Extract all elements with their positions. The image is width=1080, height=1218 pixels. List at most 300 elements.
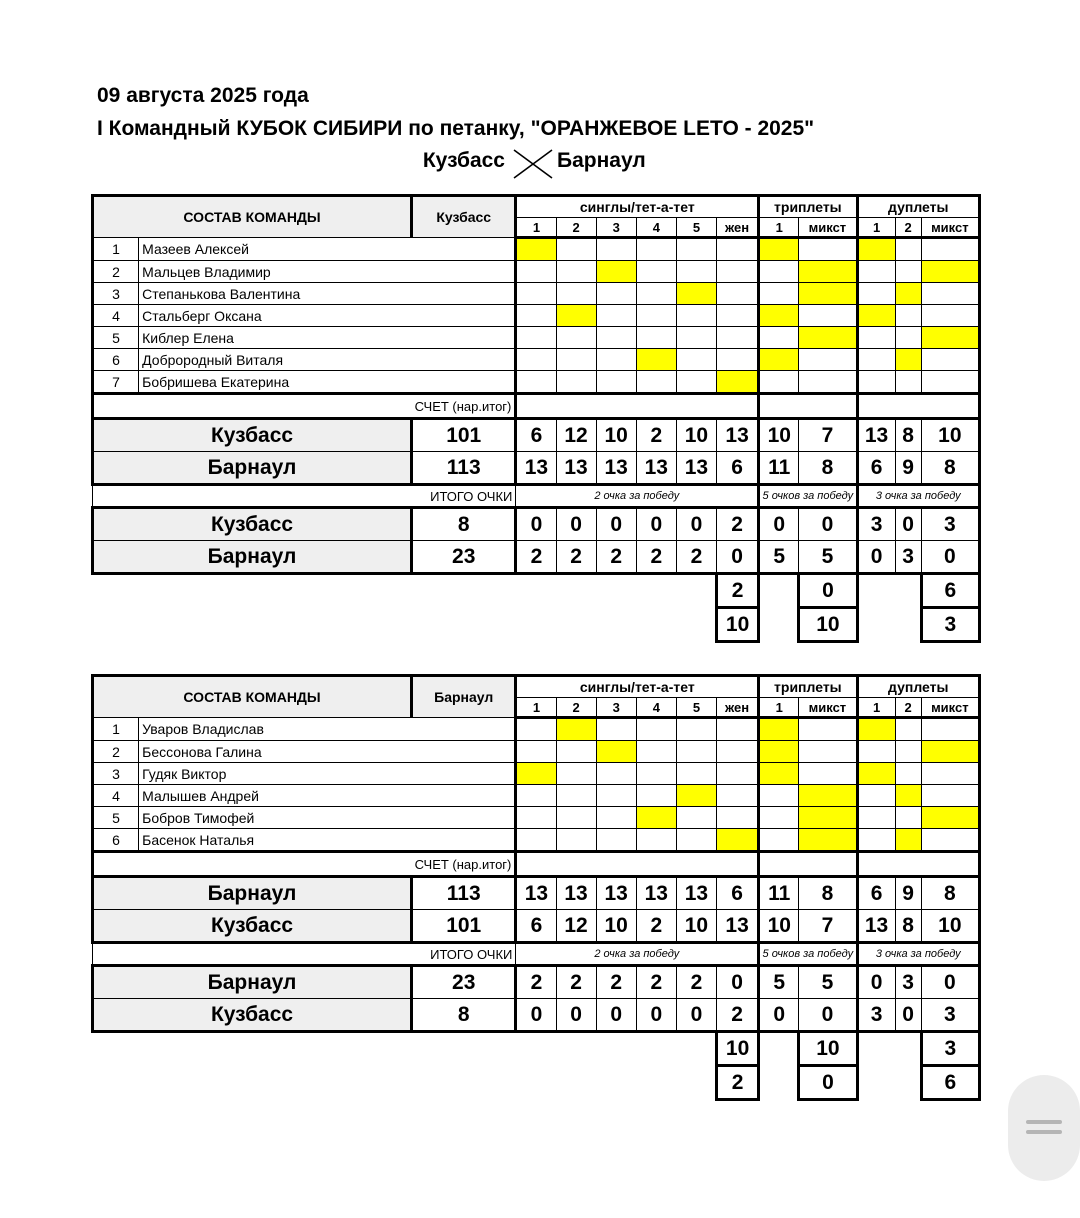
game-column-header: микст	[921, 218, 979, 238]
score-value: 6	[717, 877, 759, 910]
assignment-cell	[799, 718, 857, 741]
assignment-cell	[516, 371, 556, 394]
team-b-name: Барнаул	[557, 149, 646, 172]
game-column-header: 2	[556, 218, 596, 238]
points-value: 0	[921, 966, 979, 999]
assignment-cell	[717, 327, 759, 349]
score-row	[93, 452, 980, 485]
assignment-cell	[921, 261, 979, 283]
assignment-cell	[676, 261, 716, 283]
roster-header: СОСТАВ КОМАНДЫ	[93, 196, 412, 238]
assignment-cell	[921, 829, 979, 852]
game-column-header: 1	[516, 698, 556, 718]
assignment-cell	[717, 807, 759, 829]
doubles-header: дуплеты	[857, 196, 980, 218]
assignment-cell	[636, 371, 676, 394]
assignment-cell	[759, 283, 799, 305]
assignment-cell	[596, 238, 636, 261]
scroll-handle[interactable]	[1008, 1075, 1080, 1181]
score-blank	[857, 852, 980, 877]
score-value: 13	[516, 877, 556, 910]
player-number: 2	[93, 741, 139, 763]
score-team: Кузбасс	[93, 910, 412, 943]
total-points-label: ИТОГО ОЧКИ	[93, 485, 516, 508]
assignment-cell	[717, 371, 759, 394]
assignment-cell	[636, 807, 676, 829]
assignment-cell	[759, 829, 799, 852]
score-value: 2	[636, 419, 676, 452]
assignment-cell	[759, 349, 799, 371]
assignment-cell	[895, 807, 921, 829]
assignment-cell	[556, 741, 596, 763]
doubles-note: 3 очка за победу	[857, 485, 980, 508]
assignment-cell	[799, 238, 857, 261]
points-value: 0	[636, 999, 676, 1032]
score-value: 13	[857, 419, 895, 452]
assignment-cell	[516, 741, 556, 763]
game-column-header: 2	[556, 698, 596, 718]
assignment-cell	[596, 371, 636, 394]
assignment-cell	[516, 261, 556, 283]
assignment-cell	[516, 283, 556, 305]
score-value: 10	[759, 910, 799, 943]
assignment-cell	[895, 371, 921, 394]
player-row	[93, 718, 980, 741]
subtotal-row	[93, 608, 980, 642]
points-value: 0	[516, 999, 556, 1032]
player-row	[93, 349, 980, 371]
assignment-cell	[895, 305, 921, 327]
assignment-cell	[759, 718, 799, 741]
player-row	[93, 371, 980, 394]
assignment-cell	[676, 349, 716, 371]
player-row	[93, 238, 980, 261]
points-value: 0	[799, 999, 857, 1032]
points-value: 2	[636, 966, 676, 999]
score-value: 13	[857, 910, 895, 943]
player-row	[93, 807, 980, 829]
game-column-header: 2	[895, 698, 921, 718]
player-row	[93, 261, 980, 283]
assignment-cell	[636, 327, 676, 349]
game-column-header: 1	[759, 698, 799, 718]
assignment-cell	[676, 763, 716, 785]
game-column-header: 1	[857, 218, 895, 238]
assignment-cell	[636, 741, 676, 763]
player-row	[93, 741, 980, 763]
assignment-cell	[895, 261, 921, 283]
assignment-cell	[857, 807, 895, 829]
game-column-header: микст	[921, 698, 979, 718]
assignment-cell	[857, 305, 895, 327]
points-team: Барнаул	[93, 541, 412, 574]
player-name: Мазеев Алексей	[139, 238, 516, 261]
score-value: 8	[799, 877, 857, 910]
assignment-cell	[857, 718, 895, 741]
points-value: 5	[759, 966, 799, 999]
points-value: 2	[676, 541, 716, 574]
game-column-header: микст	[799, 218, 857, 238]
score-blank	[516, 852, 759, 877]
player-name: Уваров Владислав	[139, 718, 516, 741]
score-value: 13	[596, 877, 636, 910]
assignment-cell	[636, 261, 676, 283]
game-column-header: 3	[596, 218, 636, 238]
assignment-cell	[596, 829, 636, 852]
assignment-cell	[921, 371, 979, 394]
points-value: 0	[799, 508, 857, 541]
protocol-table-2	[91, 674, 981, 1101]
assignment-cell	[759, 371, 799, 394]
triples-subtotal: 0	[799, 574, 857, 608]
assignment-cell	[676, 238, 716, 261]
assignment-cell	[516, 785, 556, 807]
player-number: 3	[93, 763, 139, 785]
subtotal-row	[93, 1032, 980, 1066]
points-total: 8	[412, 999, 516, 1032]
score-value: 6	[516, 910, 556, 943]
score-value: 13	[556, 452, 596, 485]
versus-cross-icon	[512, 148, 554, 180]
assignment-cell	[799, 283, 857, 305]
assignment-cell	[895, 283, 921, 305]
score-total: 113	[412, 452, 516, 485]
assignment-cell	[676, 305, 716, 327]
assignment-cell	[921, 305, 979, 327]
points-team: Кузбасс	[93, 999, 412, 1032]
assignment-cell	[676, 283, 716, 305]
score-value: 6	[717, 452, 759, 485]
assignment-cell	[717, 741, 759, 763]
player-name: Доброродный Виталя	[139, 349, 516, 371]
assignment-cell	[895, 327, 921, 349]
team-header: Кузбасс	[412, 196, 516, 238]
player-number: 5	[93, 807, 139, 829]
score-value: 9	[895, 877, 921, 910]
triples-subtotal: 10	[799, 1032, 857, 1066]
assignment-cell	[556, 718, 596, 741]
team-a-name: Кузбасс	[422, 149, 505, 172]
player-name: Малышев Андрей	[139, 785, 516, 807]
score-value: 8	[799, 452, 857, 485]
assignment-cell	[516, 763, 556, 785]
doubles-header: дуплеты	[857, 676, 980, 698]
doubles-subtotal: 6	[921, 1066, 979, 1100]
points-value: 3	[857, 999, 895, 1032]
subtotal-row	[93, 574, 980, 608]
points-row	[93, 541, 980, 574]
assignment-cell	[921, 807, 979, 829]
assignment-cell	[596, 349, 636, 371]
assignment-cell	[556, 807, 596, 829]
assignment-cell	[799, 327, 857, 349]
assignment-cell	[799, 371, 857, 394]
score-value: 11	[759, 877, 799, 910]
score-value: 11	[759, 452, 799, 485]
score-value: 10	[921, 419, 979, 452]
triples-subtotal: 10	[799, 608, 857, 642]
assignment-cell	[636, 349, 676, 371]
player-name: Стальберг Оксана	[139, 305, 516, 327]
doubles-note: 3 очка за победу	[857, 943, 980, 966]
assignment-cell	[596, 741, 636, 763]
game-column-header: 4	[636, 698, 676, 718]
points-value: 0	[895, 999, 921, 1032]
assignment-cell	[895, 349, 921, 371]
assignment-cell	[596, 763, 636, 785]
assignment-cell	[799, 349, 857, 371]
score-value: 9	[895, 452, 921, 485]
assignment-cell	[895, 741, 921, 763]
score-value: 7	[799, 419, 857, 452]
points-value: 2	[596, 541, 636, 574]
points-value: 0	[556, 508, 596, 541]
points-value: 2	[516, 541, 556, 574]
points-value: 2	[596, 966, 636, 999]
game-column-header: 1	[516, 218, 556, 238]
player-number: 4	[93, 785, 139, 807]
assignment-cell	[759, 807, 799, 829]
assignment-cell	[857, 763, 895, 785]
tournament-title: I Командный КУБОК СИБИРИ по петанку, "ОРАНЖЕВОЕ LETO - 2025"	[97, 117, 815, 140]
protocol-table-1	[91, 194, 981, 643]
assignment-cell	[676, 718, 716, 741]
assignment-cell	[857, 371, 895, 394]
points-value: 5	[759, 541, 799, 574]
score-value: 13	[636, 452, 676, 485]
assignment-cell	[636, 305, 676, 327]
assignment-cell	[556, 785, 596, 807]
score-value: 6	[857, 452, 895, 485]
assignment-cell	[857, 349, 895, 371]
points-value: 2	[676, 966, 716, 999]
player-row	[93, 829, 980, 852]
score-value: 6	[516, 419, 556, 452]
player-number: 1	[93, 238, 139, 261]
game-column-header: 5	[676, 698, 716, 718]
score-blank	[857, 394, 980, 419]
points-value: 3	[895, 541, 921, 574]
score-team: Барнаул	[93, 877, 412, 910]
assignment-cell	[516, 829, 556, 852]
assignment-cell	[895, 829, 921, 852]
points-row	[93, 999, 980, 1032]
singles-header: синглы/тет-а-тет	[516, 676, 759, 698]
score-value: 8	[895, 910, 921, 943]
score-value: 12	[556, 419, 596, 452]
assignment-cell	[921, 283, 979, 305]
assignment-cell	[676, 327, 716, 349]
points-value: 2	[717, 999, 759, 1032]
player-number: 2	[93, 261, 139, 283]
assignment-cell	[799, 763, 857, 785]
match-heading	[0, 148, 1080, 180]
points-value: 0	[676, 508, 716, 541]
game-column-header: 4	[636, 218, 676, 238]
points-value: 0	[596, 508, 636, 541]
player-row	[93, 305, 980, 327]
player-row	[93, 327, 980, 349]
score-value: 2	[636, 910, 676, 943]
assignment-cell	[556, 238, 596, 261]
score-value: 13	[516, 452, 556, 485]
assignment-cell	[636, 829, 676, 852]
score-value: 13	[676, 452, 716, 485]
assignment-cell	[921, 718, 979, 741]
points-row	[93, 966, 980, 999]
assignment-cell	[596, 807, 636, 829]
assignment-cell	[857, 829, 895, 852]
player-name: Мальцев Владимир	[139, 261, 516, 283]
assignment-cell	[596, 327, 636, 349]
score-total: 101	[412, 419, 516, 452]
assignment-cell	[556, 349, 596, 371]
score-value: 10	[921, 910, 979, 943]
points-total: 23	[412, 966, 516, 999]
assignment-cell	[596, 305, 636, 327]
score-value: 10	[596, 419, 636, 452]
assignment-cell	[895, 238, 921, 261]
assignment-cell	[799, 807, 857, 829]
assignment-cell	[799, 829, 857, 852]
game-column-header: 1	[857, 698, 895, 718]
assignment-cell	[596, 261, 636, 283]
team-header: Барнаул	[412, 676, 516, 718]
assignment-cell	[799, 305, 857, 327]
player-name: Басенок Наталья	[139, 829, 516, 852]
score-value: 7	[799, 910, 857, 943]
player-name: Бобришева Екатерина	[139, 371, 516, 394]
singles-subtotal: 10	[717, 608, 759, 642]
game-column-header: 2	[895, 218, 921, 238]
assignment-cell	[516, 305, 556, 327]
assignment-cell	[596, 785, 636, 807]
assignment-cell	[921, 741, 979, 763]
score-label: СЧЕТ (нар.итог)	[93, 852, 516, 877]
triples-header: триплеты	[759, 676, 857, 698]
assignment-cell	[516, 807, 556, 829]
points-value: 2	[717, 508, 759, 541]
roster-header: СОСТАВ КОМАНДЫ	[93, 676, 412, 718]
points-value: 2	[516, 966, 556, 999]
assignment-cell	[759, 763, 799, 785]
assignment-cell	[556, 829, 596, 852]
triples-note: 5 очков за победу	[759, 943, 857, 966]
assignment-cell	[717, 283, 759, 305]
points-value: 0	[857, 541, 895, 574]
assignment-cell	[857, 327, 895, 349]
singles-subtotal: 2	[717, 574, 759, 608]
assignment-cell	[759, 327, 799, 349]
score-value: 8	[895, 419, 921, 452]
assignment-cell	[921, 238, 979, 261]
points-value: 5	[799, 541, 857, 574]
assignment-cell	[676, 829, 716, 852]
points-value: 2	[556, 541, 596, 574]
player-number: 6	[93, 829, 139, 852]
player-row	[93, 763, 980, 785]
score-value: 12	[556, 910, 596, 943]
points-team: Барнаул	[93, 966, 412, 999]
assignment-cell	[516, 718, 556, 741]
points-value: 0	[516, 508, 556, 541]
assignment-cell	[676, 371, 716, 394]
assignment-cell	[556, 327, 596, 349]
points-value: 2	[636, 541, 676, 574]
assignment-cell	[799, 741, 857, 763]
game-column-header: 3	[596, 698, 636, 718]
assignment-cell	[636, 718, 676, 741]
game-column-header: 5	[676, 218, 716, 238]
points-total: 8	[412, 508, 516, 541]
assignment-cell	[717, 763, 759, 785]
assignment-cell	[556, 305, 596, 327]
points-value: 0	[921, 541, 979, 574]
score-row	[93, 419, 980, 452]
assignment-cell	[921, 785, 979, 807]
assignment-cell	[759, 785, 799, 807]
assignment-cell	[596, 718, 636, 741]
points-row	[93, 508, 980, 541]
score-team: Барнаул	[93, 452, 412, 485]
player-number: 7	[93, 371, 139, 394]
doubles-subtotal: 6	[921, 574, 979, 608]
assignment-cell	[857, 261, 895, 283]
assignment-cell	[759, 261, 799, 283]
singles-note: 2 очка за победу	[516, 485, 759, 508]
assignment-cell	[636, 785, 676, 807]
game-column-header: 1	[759, 218, 799, 238]
player-name: Бобров Тимофей	[139, 807, 516, 829]
assignment-cell	[636, 763, 676, 785]
subtotal-row	[93, 1066, 980, 1100]
player-number: 1	[93, 718, 139, 741]
points-value: 0	[717, 966, 759, 999]
score-blank	[759, 394, 857, 419]
points-value: 2	[556, 966, 596, 999]
game-column-header: жен	[717, 218, 759, 238]
points-value: 0	[636, 508, 676, 541]
player-number: 5	[93, 327, 139, 349]
points-value: 5	[799, 966, 857, 999]
total-points-label: ИТОГО ОЧКИ	[93, 943, 516, 966]
assignment-cell	[717, 349, 759, 371]
score-label: СЧЕТ (нар.итог)	[93, 394, 516, 419]
triples-subtotal: 0	[799, 1066, 857, 1100]
points-value: 3	[857, 508, 895, 541]
points-value: 0	[759, 508, 799, 541]
points-value: 0	[759, 999, 799, 1032]
player-row	[93, 283, 980, 305]
score-value: 8	[921, 877, 979, 910]
assignment-cell	[799, 785, 857, 807]
score-value: 13	[596, 452, 636, 485]
player-name: Киблер Елена	[139, 327, 516, 349]
assignment-cell	[717, 305, 759, 327]
assignment-cell	[759, 238, 799, 261]
score-value: 13	[717, 419, 759, 452]
player-name: Бессонова Галина	[139, 741, 516, 763]
points-value: 0	[857, 966, 895, 999]
singles-subtotal: 10	[717, 1032, 759, 1066]
singles-subtotal: 2	[717, 1066, 759, 1100]
assignment-cell	[717, 261, 759, 283]
assignment-cell	[676, 785, 716, 807]
score-value: 10	[596, 910, 636, 943]
assignment-cell	[857, 785, 895, 807]
score-blank	[516, 394, 759, 419]
date-heading: 09 августа 2025 года	[97, 84, 309, 107]
